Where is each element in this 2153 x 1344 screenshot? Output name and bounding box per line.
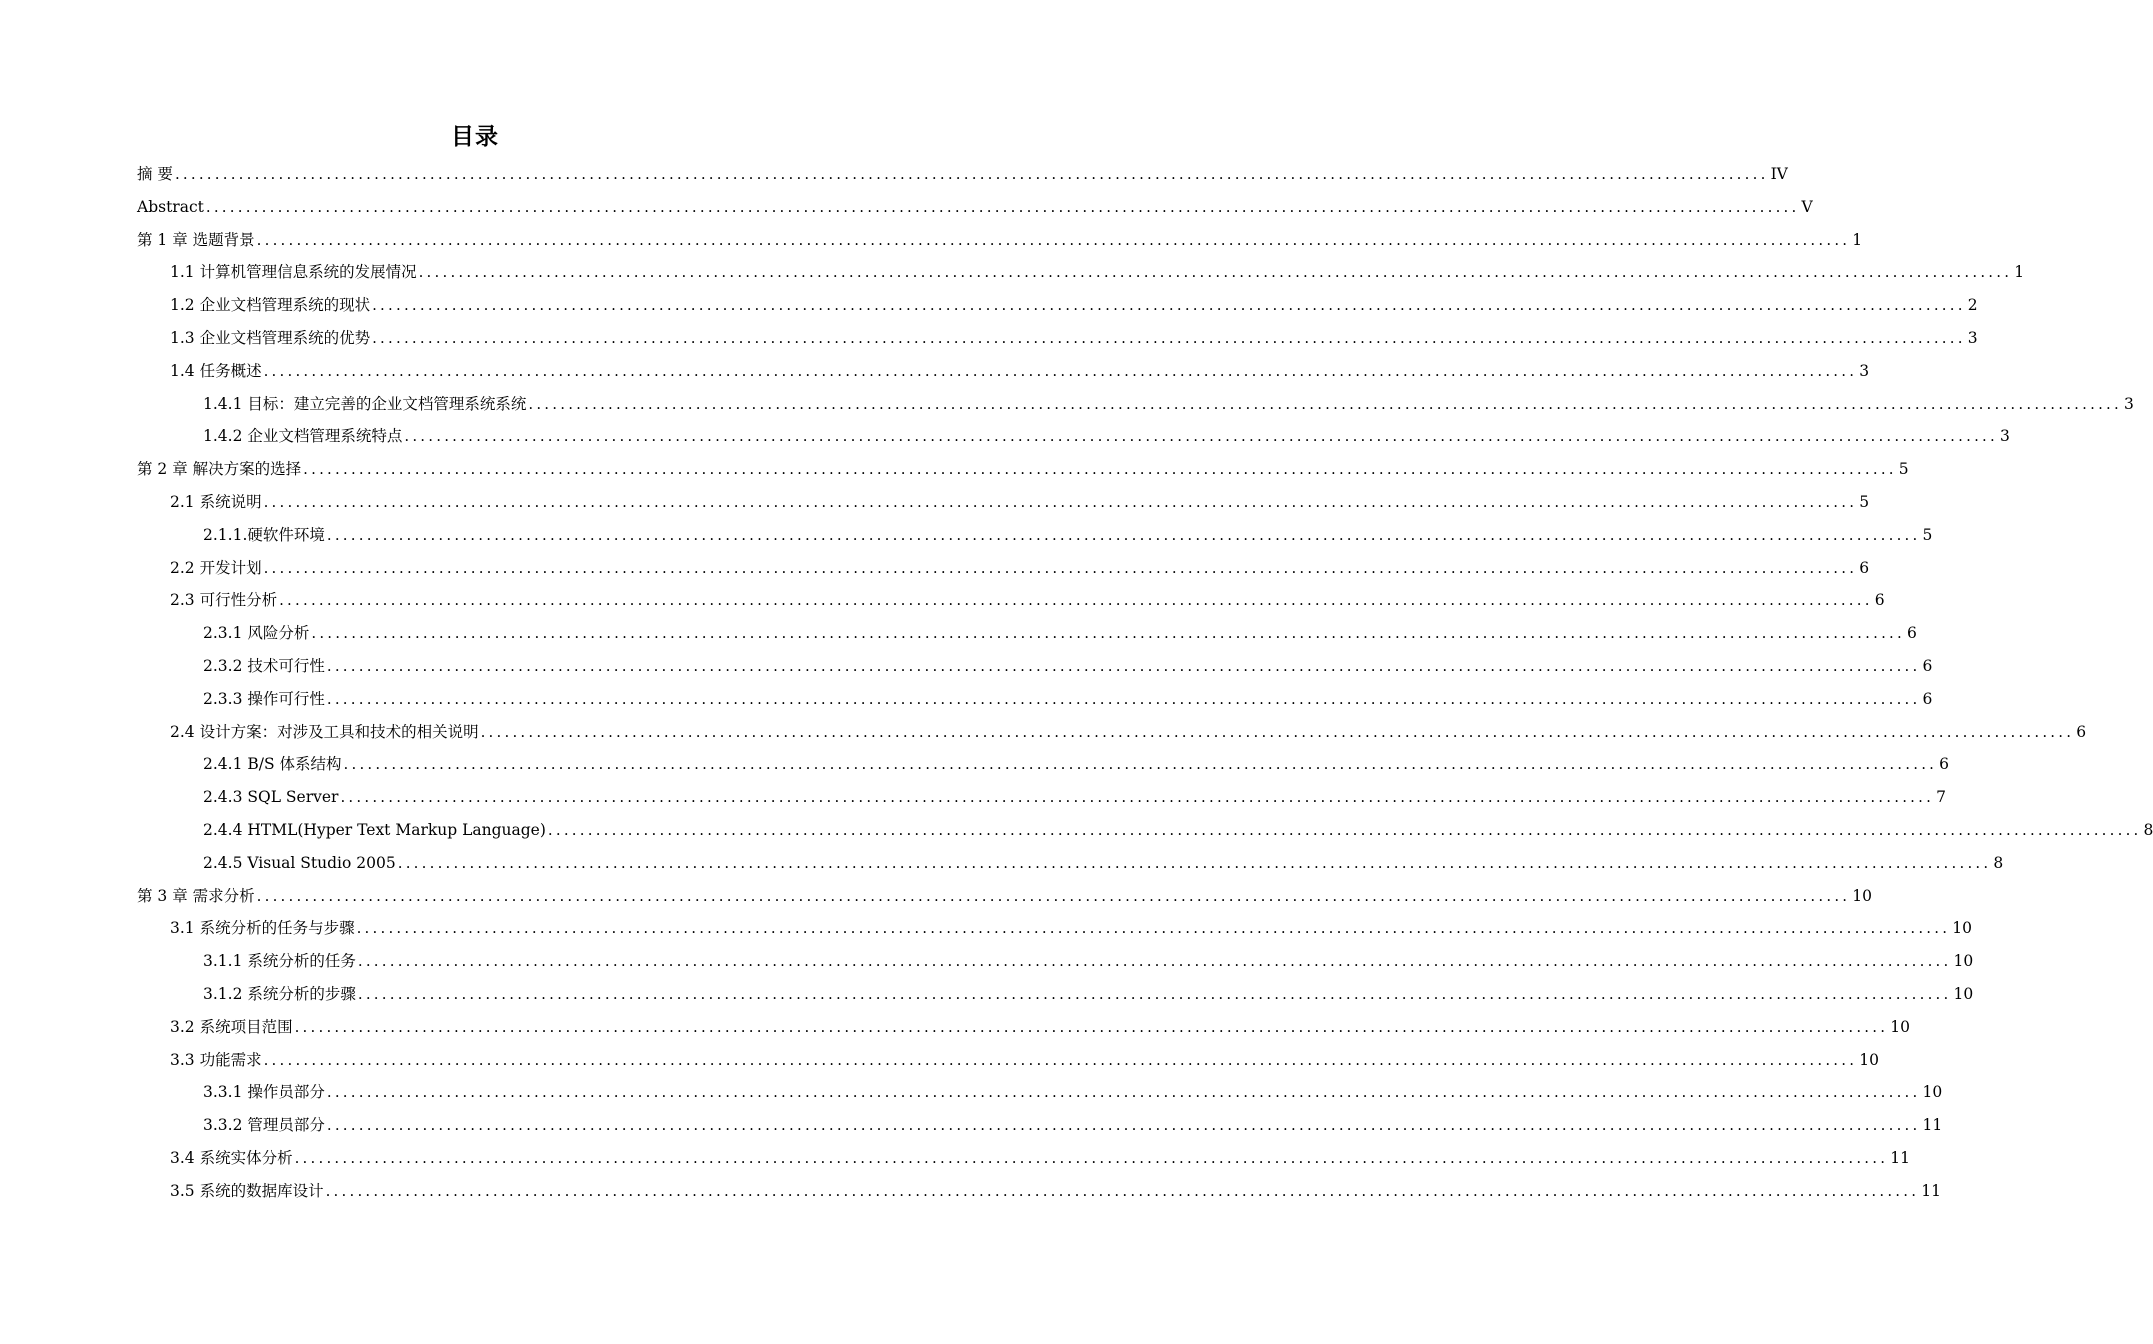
toc-page-number: 10 [1859,1050,1879,1069]
toc-entry[interactable] [137,519,1933,552]
toc-dot-leader: ........................................................................................................................................................................................................ [528,394,2122,413]
toc-dot-leader: ........................................................................................................................................................................................................ [303,460,1897,479]
toc-entry-title: 2.3.1 风险分析 [203,624,310,643]
toc-title: 目录 [451,124,499,150]
toc-dot-leader: ........................................................................................................................................................................................................ [372,296,1966,315]
toc-entry-title: 1.1 计算机管理信息系统的发展情况 [170,263,417,282]
toc-page-number: 10 [1953,952,1974,971]
toc-dot-leader: ........................................................................................................................................................................................................ [340,788,1935,807]
toc-dot-leader: ........................................................................................................................................................................................................ [325,1181,1920,1200]
toc-entry-title: 3.2 系统项目范围 [170,1017,293,1036]
toc-entry[interactable] [137,158,1788,191]
toc-page-number: 7 [1936,788,1946,807]
table-of-contents [137,158,2153,1208]
toc-entry[interactable] [137,552,1870,585]
toc-entry[interactable] [137,781,1946,814]
toc-entry[interactable] [137,617,1917,650]
toc-entry[interactable] [137,1142,1910,1175]
toc-page-number: 8 [2143,820,2153,839]
toc-entry-title: 2.4.1 B/S 体系结构 [203,755,342,774]
toc-dot-leader: ........................................................................................................................................................................................................ [326,689,1921,708]
toc-page-number: 8 [1993,853,2004,872]
toc-entry[interactable] [137,748,1950,781]
toc-entry[interactable] [137,683,1933,716]
toc-page-number: 6 [1874,591,1885,610]
toc-entry-title: 2.1.1.硬软件环境 [203,525,325,544]
toc-dot-leader: ........................................................................................................................................................................................................ [404,427,1998,446]
toc-page-number: 10 [1852,886,1873,905]
toc-dot-leader: ........................................................................................................................................................................................................ [418,263,2013,282]
toc-entry[interactable] [137,945,1974,978]
toc-page-number: 10 [1952,919,1972,938]
toc-dot-leader: ........................................................................................................................................................................................................ [326,1083,1921,1102]
toc-page-number: 6 [1922,689,1933,708]
toc-dot-leader: ........................................................................................................................................................................................................ [174,165,1769,183]
toc-page-number: V [1801,197,1813,216]
toc-page-number: 1 [2014,263,2025,282]
toc-dot-leader: ........................................................................................................................................................................................................ [311,624,1905,643]
toc-entry-title: 3.1.1 系统分析的任务 [203,952,356,971]
toc-dot-leader: ........................................................................................................................................................................................................ [357,952,1952,971]
toc-entry[interactable] [137,880,1873,913]
toc-page-number: 6 [2076,722,2087,741]
toc-dot-leader: ........................................................................................................................................................................................................ [263,1050,1858,1069]
toc-entry[interactable] [137,814,2153,847]
toc-page-number: 10 [1953,984,1974,1003]
toc-page-number: 10 [1922,1083,1943,1102]
toc-dot-leader: ........................................................................................................................................................................................................ [256,886,1851,905]
toc-entry-title: 2.4.5 Visual Studio 2005 [203,853,396,872]
toc-entry-title: 2.3 可行性分析 [170,591,278,610]
toc-entry-title: 2.4 设计方案：对涉及工具和技术的相关说明 [170,722,479,741]
toc-entry-title: 第 1 章 选题背景 [137,230,255,249]
toc-entry[interactable] [137,256,2025,289]
toc-entry[interactable] [137,1076,1943,1109]
toc-page-number: 3 [1967,328,1978,347]
toc-entry-title: 2.3.2 技术可行性 [203,656,325,675]
toc-page-number: 3 [2000,427,2010,446]
toc-page-number: 6 [1907,624,1917,643]
toc-dot-leader: ........................................................................................................................................................................................................ [256,230,1851,249]
toc-entry[interactable] [137,1044,1879,1077]
toc-dot-leader: ........................................................................................................................................................................................................ [263,492,1858,511]
toc-page-number: 5 [1898,460,1909,479]
toc-entry[interactable] [137,289,1978,322]
toc-entry[interactable] [137,191,1813,224]
toc-dot-leader: ........................................................................................................................................................................................................ [372,328,1966,347]
toc-entry-title: 第 3 章 需求分析 [137,886,255,905]
toc-dot-leader: ........................................................................................................................................................................................................ [343,755,1938,774]
toc-entry-title: 2.4.4 HTML(Hyper Text Markup Language) [203,820,546,839]
toc-page-number: 3 [1859,361,1870,380]
toc-entry-title: 3.1 系统分析的任务与步骤 [170,919,355,938]
toc-dot-leader: ........................................................................................................................................................................................................ [326,656,1921,675]
toc-dot-leader: ........................................................................................................................................................................................................ [326,525,1921,544]
toc-dot-leader: ........................................................................................................................................................................................................ [480,722,2075,741]
toc-entry-title: 3.1.2 系统分析的步骤 [203,984,356,1003]
toc-entry[interactable] [137,453,1909,486]
toc-entry[interactable] [137,224,1863,257]
toc-entry-title: Abstract [137,197,204,216]
toc-entry-title: 1.4 任务概述 [170,361,262,380]
toc-page-number: 6 [1939,755,1950,774]
toc-page-number: 5 [1859,492,1870,511]
toc-entry[interactable] [137,388,2134,421]
toc-entry-title: 1.4.2 企业文档管理系统特点 [203,427,403,446]
toc-page-number: 11 [1922,1116,1943,1135]
toc-page-number: IV [1770,165,1788,183]
toc-entry[interactable] [137,584,1885,617]
toc-entry-title: 摘 要 [137,165,173,183]
toc-entry-title: 2.2 开发计划 [170,558,262,577]
toc-entry-title: 2.4.3 SQL Server [203,788,339,807]
toc-page-number: 6 [1922,656,1933,675]
toc-page-number: 2 [1967,296,1978,315]
toc-dot-leader: ........................................................................................................................................................................................................ [357,984,1952,1003]
toc-entry-title: 1.3 企业文档管理系统的优势 [170,328,371,347]
toc-entry[interactable] [137,1109,1943,1142]
toc-entry[interactable] [137,912,1972,945]
toc-entry[interactable] [137,978,1974,1011]
toc-dot-leader: ........................................................................................................................................................................................................ [356,919,1951,938]
toc-entry-title: 1.2 企业文档管理系统的现状 [170,296,371,315]
toc-page-number: 5 [1922,525,1933,544]
toc-page-number: 3 [2124,394,2134,413]
toc-entry[interactable] [137,1175,1941,1208]
toc-entry[interactable] [137,847,2004,880]
toc-entry-title: 2.3.3 操作可行性 [203,689,325,708]
toc-page-number: 11 [1890,1148,1910,1167]
toc-dot-leader: ........................................................................................................................................................................................................ [547,820,2142,839]
toc-entry-title: 1.4.1 目标：建立完善的企业文档管理系统系统 [203,394,527,413]
toc-page-number: 10 [1890,1017,1910,1036]
toc-entry-title: 3.3 功能需求 [170,1050,262,1069]
toc-entry[interactable] [137,420,2010,453]
toc-entry-title: 3.3.1 操作员部分 [203,1083,325,1102]
toc-entry[interactable] [137,486,1870,519]
toc-entry-title: 2.1 系统说明 [170,492,262,511]
toc-dot-leader: ........................................................................................................................................................................................................ [326,1116,1921,1135]
toc-dot-leader: ........................................................................................................................................................................................................ [279,591,1873,610]
toc-dot-leader: ........................................................................................................................................................................................................ [397,853,1992,872]
toc-entry[interactable] [137,716,2087,749]
toc-dot-leader: ........................................................................................................................................................................................................ [263,361,1858,380]
toc-entry-title: 第 2 章 解决方案的选择 [137,460,302,479]
toc-entry[interactable] [137,322,1978,355]
toc-dot-leader: ........................................................................................................................................................................................................ [294,1148,1889,1167]
toc-entry[interactable] [137,355,1870,388]
toc-dot-leader: ........................................................................................................................................................................................................ [294,1017,1889,1036]
toc-dot-leader: ........................................................................................................................................................................................................ [263,558,1858,577]
toc-entry-title: 3.4 系统实体分析 [170,1148,293,1167]
toc-page-number: 6 [1859,558,1870,577]
toc-dot-leader: ........................................................................................................................................................................................................ [205,197,1800,216]
toc-entry[interactable] [137,1011,1910,1044]
toc-entry-title: 3.3.2 管理员部分 [203,1116,325,1135]
toc-page-number: 11 [1921,1181,1941,1200]
toc-entry[interactable] [137,650,1933,683]
toc-entry-title: 3.5 系统的数据库设计 [170,1181,324,1200]
toc-page-number: 1 [1852,230,1863,249]
